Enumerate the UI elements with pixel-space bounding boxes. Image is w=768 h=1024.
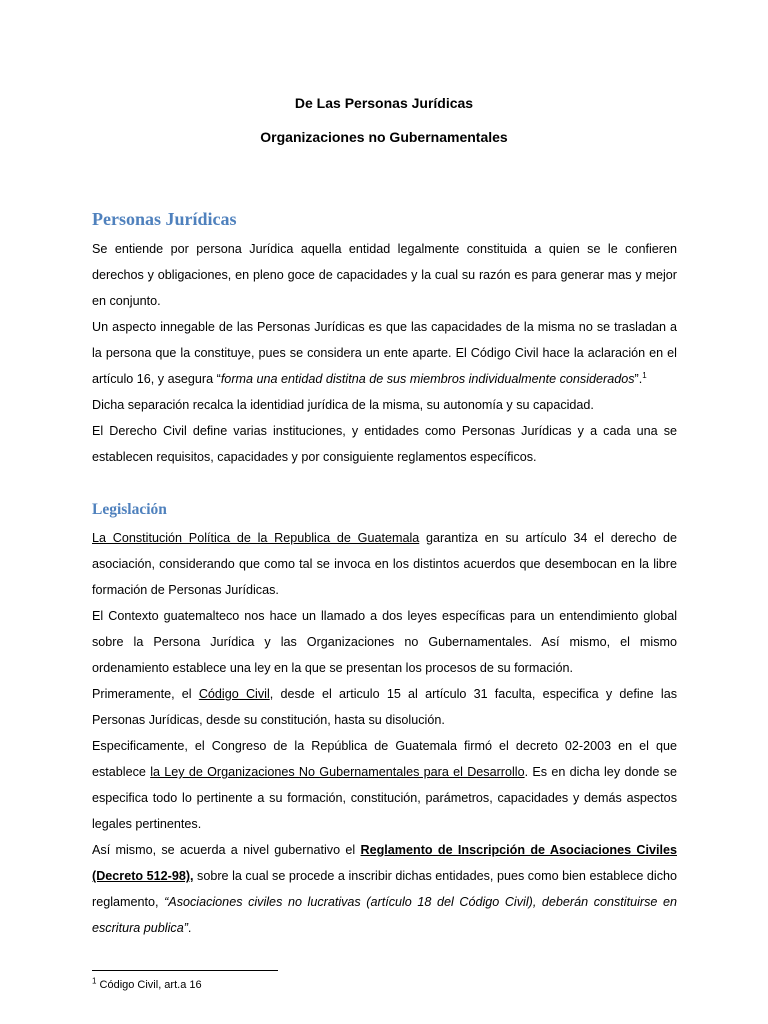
constitucion-link[interactable]: La Constitución Política de la Republica de Guatemala (92, 531, 420, 545)
paragraph: Especificamente, el Congreso de la República de Guatemala firmó el decreto 02-2003 en el que establece la Ley de Organizaciones No Gubernamentales para el Desarrollo. Es en dicha ley donde se especifica todo lo pertinente a su formación, constitución, parámetros, capacidades y demás aspectos legales pertinentes. (92, 739, 677, 831)
paragraph: La Constitución Política de la Republica de Guatemala garantiza en su artículo 34 el derecho de asociación, considerando que como tal se invoca en los distintos acuerdos que desembocan en la libre formación de Personas Jurídicas. (92, 531, 677, 597)
footnote-separator (92, 970, 278, 971)
footnote-text: Código Civil, art.a 16 (96, 979, 202, 991)
paragraph: Así mismo, se acuerda a nivel gubernativo el Reglamento de Inscripción de Asociaciones Civiles (Decreto 512-98), sobre la cual se procede a inscribir dichas entidades, pues como bien establece dicho reglamento, “Asociaciones civiles no lucrativas (artículo 18 del Código Civil), deberán constituirse en escritura publica”. (92, 843, 677, 935)
footnote (92, 978, 202, 992)
footnote-marker: 1 (92, 976, 97, 986)
ley-ong-link[interactable]: la Ley de Organizaciones No Gubernamentales para el Desarrollo (150, 765, 525, 779)
quote: forma una entidad distitna de sus miembros individualmente considerados (220, 372, 635, 386)
paragraph: El Derecho Civil define varias instituciones, y entidades como Personas Jurídicas y a cada una se establecen requisitos, capacidades y por consiguiente reglamentos específicos. (92, 424, 677, 464)
paragraph: Primeramente, el Código Civil, desde el articulo 15 al artículo 31 faculta, especifica y define las Personas Jurídicas, desde su constitución, hasta su disolución. (92, 687, 677, 727)
document-subtitle: Organizaciones no Gubernamentales (260, 129, 508, 145)
document-title: De Las Personas Jurídicas (294, 95, 474, 111)
codigo-civil-link[interactable]: Código Civil (198, 687, 270, 701)
section-heading-personas-juridicas: Personas Jurídicas (92, 209, 237, 229)
paragraph: El Contexto guatemalteco nos hace un llamado a dos leyes específicas para un entendimiento global sobre la Persona Jurídica y las Organizaciones no Gubernamentales. Así mismo, el mismo ordenamiento establece una ley en la que se presentan los procesos de su formación. (92, 609, 677, 675)
paragraph: Dicha separación recalca la identidiad jurídica de la misma, su autonomía y su capacidad. (92, 398, 594, 412)
section-heading-legislacion: Legislación (92, 501, 167, 518)
paragraph: Se entiende por persona Jurídica aquella entidad legalmente constituida a quien se le confieren derechos y obligaciones, en pleno goce de capacidades y la cual su razón es para generar mas y mejor en conjunto. (92, 242, 677, 308)
section-legislacion-body (92, 525, 677, 941)
paragraph: Un aspecto innegable de las Personas Jurídicas es que las capacidades de la misma no se trasladan a la persona que la constituye, pues se considera un ente aparte. El Código Civil hace la aclaración en el artículo 16, y asegura “forma una entidad distitna de sus miembros individualmente considerados”.$^1$ (92, 320, 677, 386)
footnote-ref[interactable]: 1 (642, 370, 647, 380)
reglamento-link[interactable]: Reglamento de Inscripción de Asociaciones Civiles (Decreto 512-98), (92, 843, 677, 883)
section-personas-juridicas-body (92, 236, 677, 470)
quote: “Asociaciones civiles no lucrativas (artículo 18 del Código Civil), deberán constituirse en escritura publica” (92, 895, 677, 935)
